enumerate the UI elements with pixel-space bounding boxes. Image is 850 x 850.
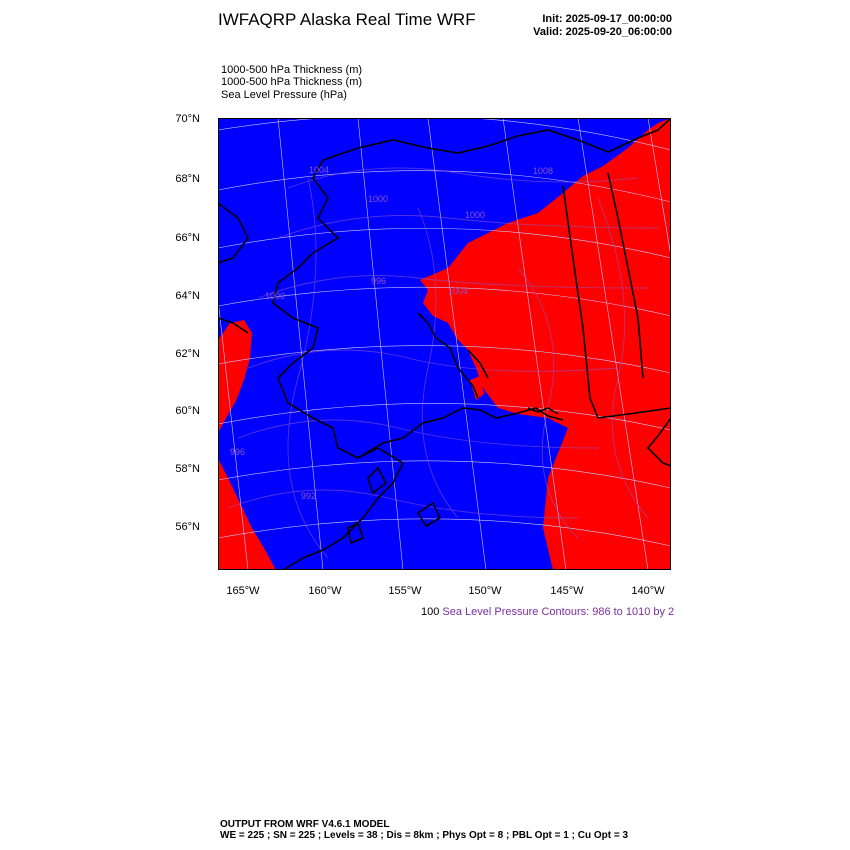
lon-label-160w: 160°W bbox=[308, 585, 342, 597]
contour-info bbox=[421, 606, 674, 618]
lat-label-60n: 60°N bbox=[175, 405, 200, 417]
map-canvas bbox=[218, 118, 671, 570]
lat-label-70n: 70°N bbox=[175, 113, 200, 125]
field-label-slp: Sea Level Pressure (hPa) bbox=[221, 89, 347, 101]
lon-label-155w: 155°W bbox=[388, 585, 422, 597]
lon-label-150w: 150°W bbox=[468, 585, 502, 597]
valid-time: Valid: 2025-09-20_06:00:00 bbox=[533, 26, 672, 38]
contour-label: 1000 bbox=[265, 291, 286, 301]
model-footer-line-2: WE = 225 ; SN = 225 ; Levels = 38 ; Dis = 8km ; Phys Opt = 8 ; PBL Opt = 1 ; Cu Opt = 3 bbox=[220, 830, 629, 841]
map-title: IWFAQRP Alaska Real Time WRF bbox=[218, 10, 476, 29]
lat-label-64n: 64°N bbox=[175, 290, 200, 302]
contour-label: 1004 bbox=[448, 286, 469, 296]
lon-label-140w: 140°W bbox=[631, 585, 665, 597]
contour-info-text: Sea Level Pressure Contours: 986 to 1010 by 2 bbox=[442, 606, 675, 618]
contour-label: 992 bbox=[301, 491, 317, 501]
field-label-thickness-1: 1000-500 hPa Thickness (m) bbox=[221, 64, 363, 76]
lat-label-56n: 56°N bbox=[175, 521, 200, 533]
lon-label-165w: 165°W bbox=[226, 585, 260, 597]
contour-label: 996 bbox=[230, 447, 246, 457]
init-time: Init: 2025-09-17_00:00:00 bbox=[542, 13, 672, 25]
lat-label-62n: 62°N bbox=[175, 348, 200, 360]
map-panel bbox=[218, 118, 671, 570]
field-label-thickness-2: 1000-500 hPa Thickness (m) bbox=[221, 76, 363, 88]
contour-info-value: 100 bbox=[421, 606, 440, 618]
contour-label: 1004 bbox=[309, 165, 330, 175]
lat-label-66n: 66°N bbox=[175, 232, 200, 244]
contour-label: 1000 bbox=[465, 210, 486, 220]
contour-label: 1000 bbox=[368, 194, 389, 204]
lon-label-145w: 145°W bbox=[550, 585, 584, 597]
model-footer-line-1: OUTPUT FROM WRF V4.6.1 MODEL bbox=[220, 819, 390, 830]
contour-label: 1008 bbox=[533, 166, 554, 176]
lat-label-68n: 68°N bbox=[175, 173, 200, 185]
lat-label-58n: 58°N bbox=[175, 463, 200, 475]
contour-label: 996 bbox=[371, 276, 387, 286]
